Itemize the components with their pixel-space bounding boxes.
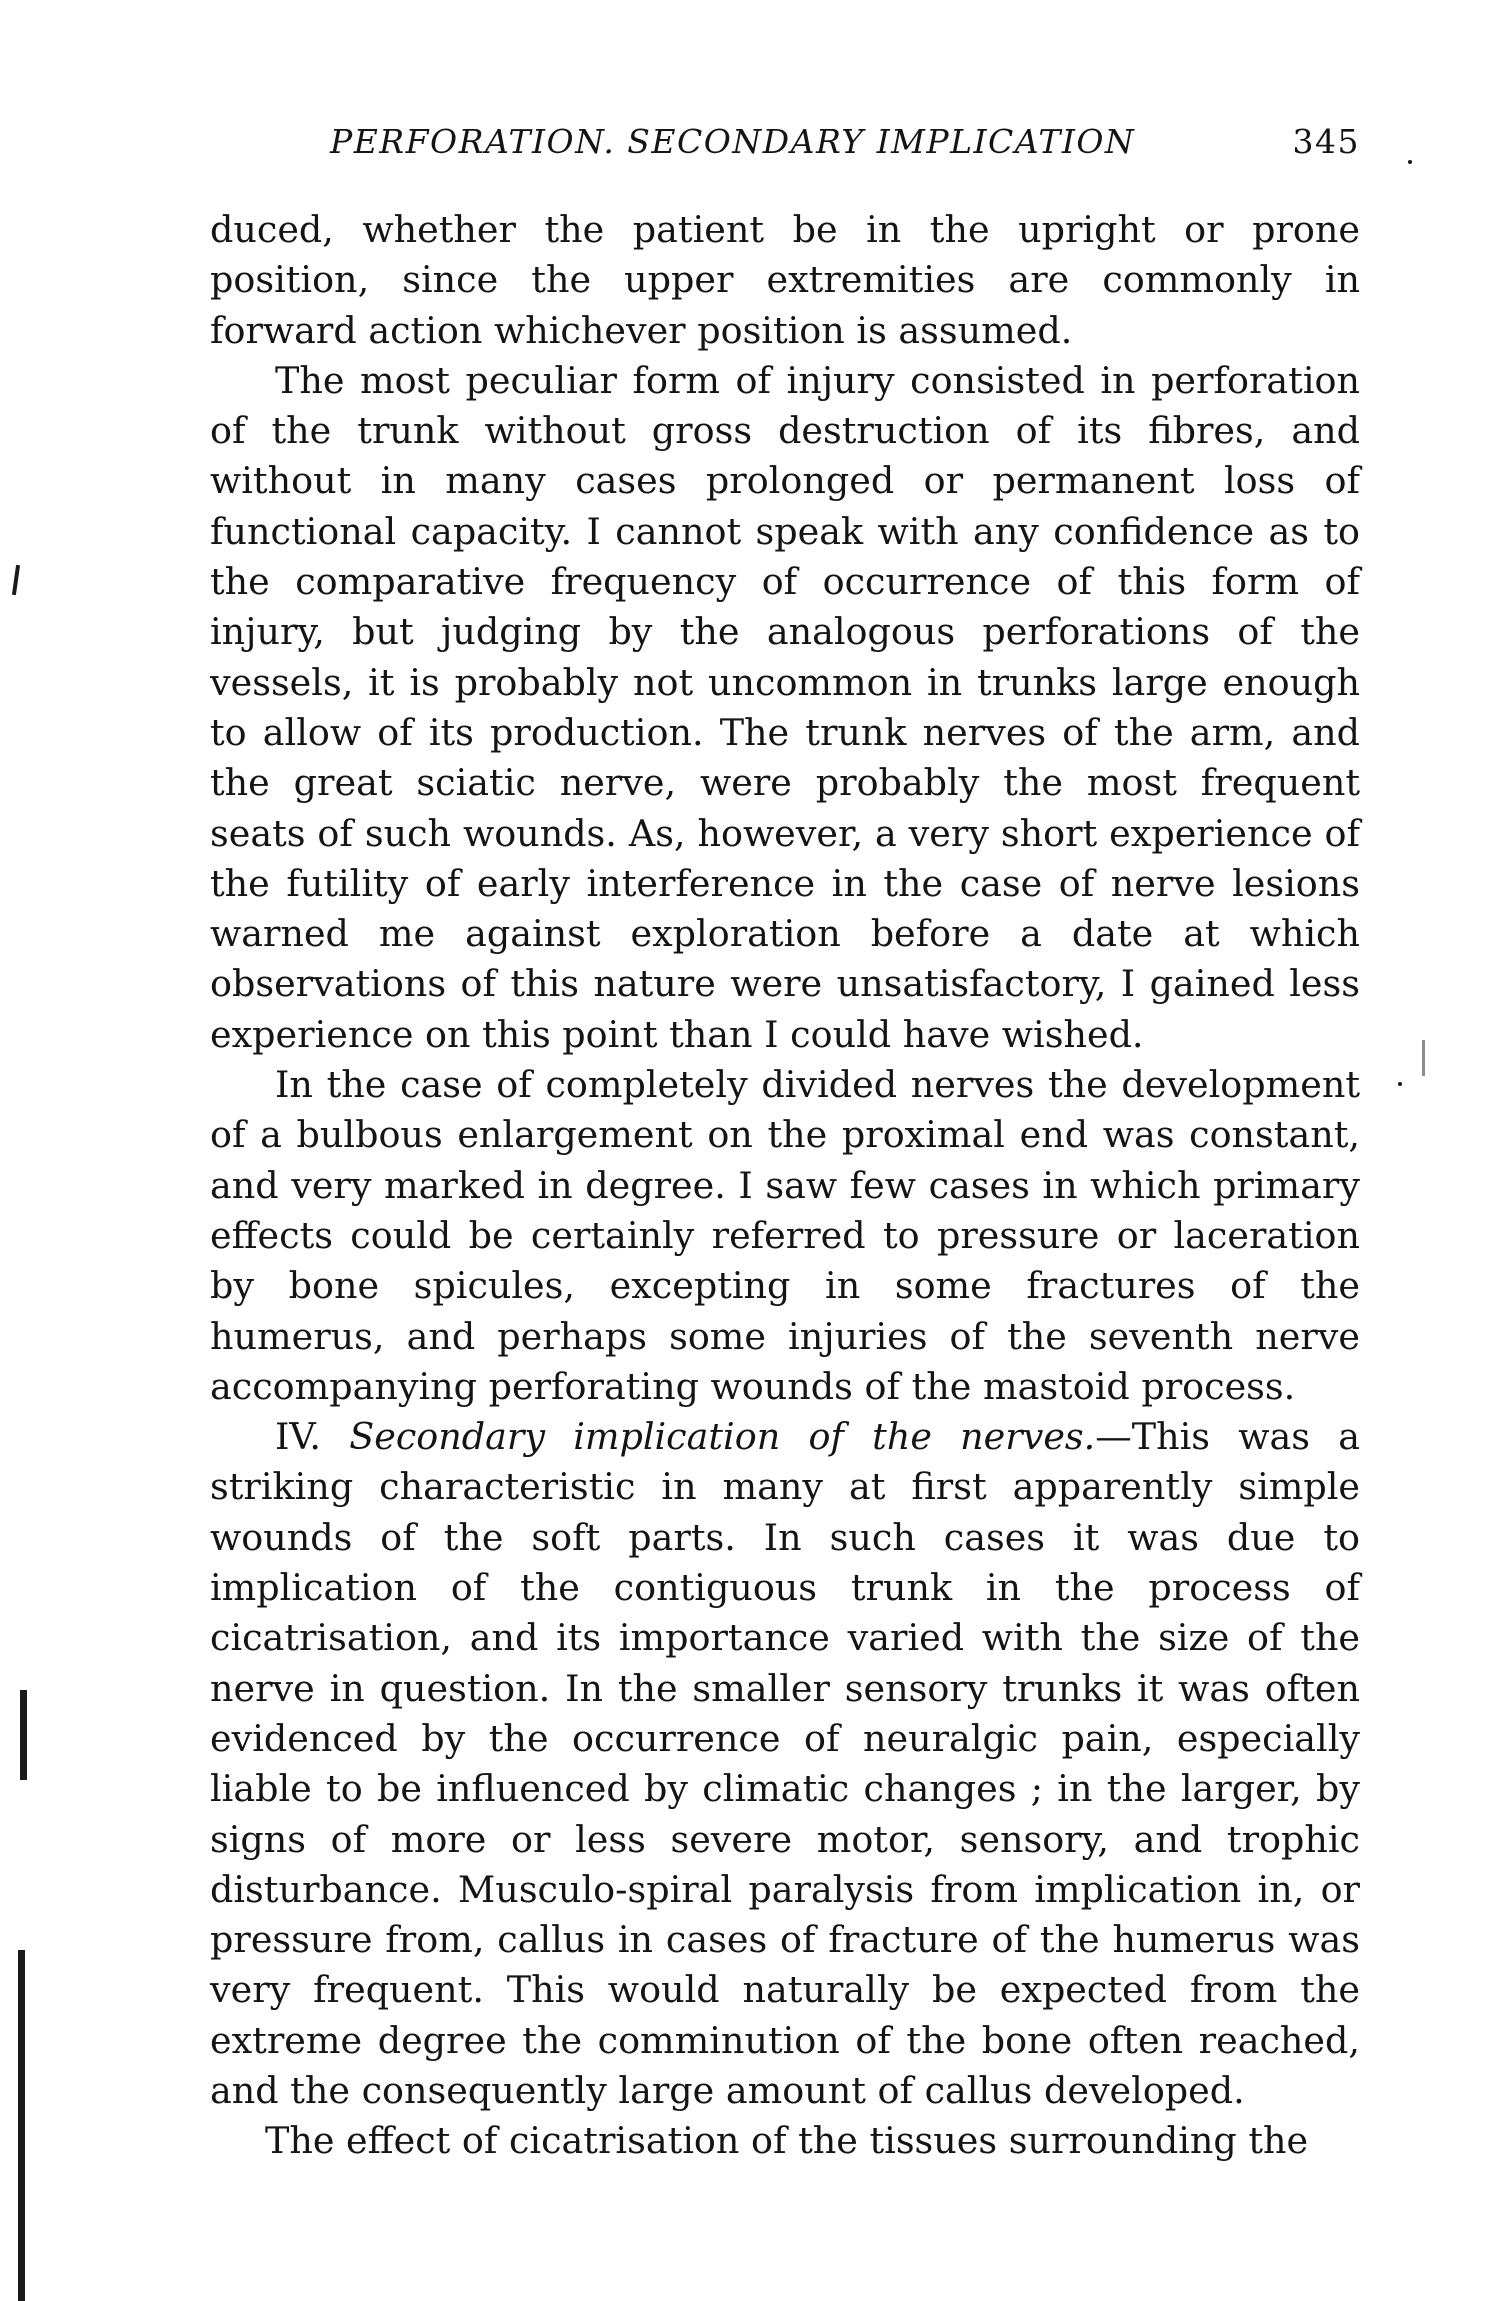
scan-mark bbox=[12, 565, 20, 595]
page-number: 345 bbox=[1292, 122, 1360, 161]
scan-speck bbox=[1398, 1082, 1402, 1086]
scan-mark bbox=[20, 1690, 27, 1780]
paragraph-cicatrisation: The effect of cicatrisation of the tissues surrounding the bbox=[265, 2119, 1309, 2163]
paragraph-perforation: The most peculiar form of injury consisted in perforation of the trunk without gross destruction of its fibres, and without in many cases prolonged or permanent loss of functional capacity. I cannot speak with any confidence as to the comparative frequency of occurrence of this form of injury, but judging by the analogous perforations of the vessels, it is probably not uncommon in trunks large enough to allow of its production. The trunk nerves of the arm, and the great sciatic nerve, were probably the most frequent seats of such wounds. As, however, a very short experience of the futility of early interference in the case of nerve lesions warned me against exploration before a date at which observations of this nature were unsatisfactory, I gained less experience on this point than I could have wished. bbox=[210, 358, 1360, 1056]
scan-mark bbox=[1422, 1040, 1425, 1076]
paragraph-secondary-implication bbox=[210, 1412, 1360, 2116]
section-numeral: IV. bbox=[275, 1415, 321, 1459]
binding-edge-mark bbox=[18, 1950, 25, 2301]
body-text bbox=[210, 205, 1360, 2167]
section-text: —This was a striking characteristic in many at first apparently simple wounds of the soft parts. In such cases it was due to implication of the contiguous trunk in the process of cicatrisation, and its importance varied with the size of the nerve in question. In the smaller sensory trunks it was often evidenced by the occurrence of neuralgic pain, especially liable to be influenced by climatic changes ; in the larger, by signs of more or less severe motor, sensory, and trophic disturbance. Musculo-spiral paralysis from implication in, or pressure from, callus in cases of fracture of the humerus was very frequent. This would naturally be expected from the extreme degree the comminution of the bone often reached, and the consequently large amount of callus developed. bbox=[210, 1415, 1360, 2112]
page-header bbox=[330, 122, 1360, 172]
running-head: PERFORATION. SECONDARY IMPLICATION bbox=[330, 122, 1136, 161]
paragraph-continuation: duced, whether the patient be in the upright or prone position, since the upper extremities are commonly in forward action whichever position is assumed. bbox=[210, 208, 1360, 352]
paragraph-divided-nerves: In the case of completely divided nerves the development of a bulbous enlargement on the proximal end was constant, and very marked in degree. I saw few cases in which primary effects could be certainly referred to pressure or laceration by bone spicules, excepting in some fractures of the humerus, and perhaps some injuries of the seventh nerve accompanying perforating wounds of the mastoid process. bbox=[210, 1063, 1360, 1408]
section-heading: Secondary implication of the nerves. bbox=[349, 1415, 1096, 1459]
scan-speck bbox=[1408, 160, 1412, 164]
